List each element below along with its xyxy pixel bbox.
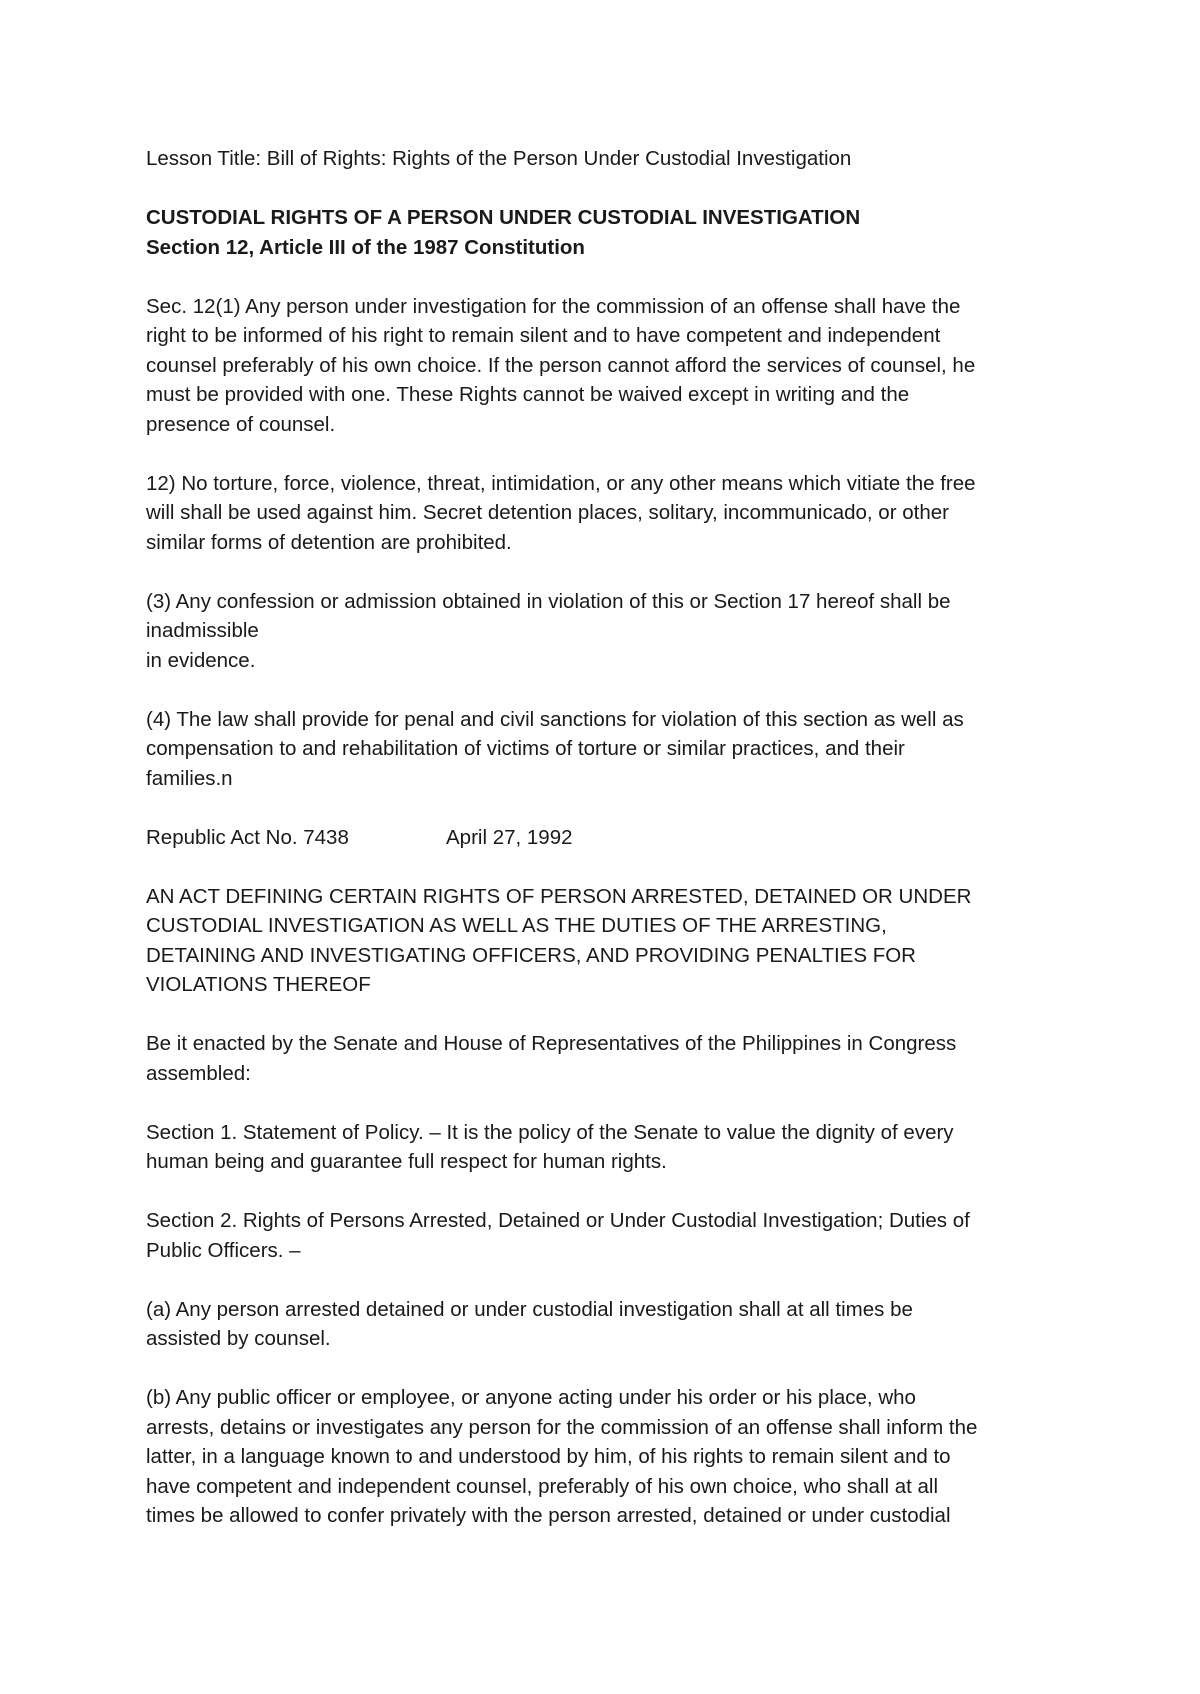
text-line: (3) Any confession or admission obtained in violation of this or Section 17 hereof shall be: [146, 589, 951, 613]
text-line: arrests, detains or investigates any person for the commission of an offense shall inform the: [146, 1415, 978, 1439]
text-line: in evidence.: [146, 648, 256, 672]
heading-subtitle: Section 12, Article III of the 1987 Constitution: [146, 235, 585, 259]
text-line: counsel preferably of his own choice. If the person cannot afford the services of counsel, he: [146, 353, 976, 377]
section-1-paragraph: [146, 1118, 1066, 1177]
republic-act-line: [146, 823, 1066, 853]
lesson-title: Lesson Title: Bill of Rights: Rights of the Person Under Custodial Investigation: [146, 147, 852, 170]
text-line: assembled:: [146, 1061, 251, 1085]
section-2-heading: [146, 1206, 1066, 1265]
text-line: similar forms of detention are prohibited.: [146, 530, 512, 554]
republic-act-date: April 27, 1992: [446, 825, 573, 849]
section-2-item-b: [146, 1383, 1066, 1531]
text-line: Be it enacted by the Senate and House of Representatives of the Philippines in Congress: [146, 1032, 957, 1055]
text-line: DETAINING AND INVESTIGATING OFFICERS, AND PROVIDING PENALTIES FOR: [146, 943, 916, 967]
text-line: human being and guarantee full respect for human rights.: [146, 1150, 667, 1173]
republic-act-number: Republic Act No. 7438: [146, 825, 349, 849]
sec12-paragraph-2: [146, 469, 1066, 558]
section-2-item-a: [146, 1295, 1066, 1354]
text-line: Section 2. Rights of Persons Arrested, Detained or Under Custodial Investigation; Duties of: [146, 1209, 970, 1232]
text-line: latter, in a language known to and understood by him, of his rights to remain silent and to: [146, 1445, 951, 1468]
sec12-paragraph-1: [146, 292, 1066, 440]
enacting-clause: [146, 1029, 1066, 1088]
text-line: 12) No torture, force, violence, threat, intimidation, or any other means which vitiate the free: [146, 471, 976, 495]
text-line: VIOLATIONS THEREOF: [146, 973, 371, 996]
text-line: families.n: [146, 766, 233, 790]
text-line: times be allowed to confer privately with the person arrested, detained or under custodial: [146, 1504, 951, 1527]
text-line: must be provided with one. These Rights cannot be waived except in writing and the: [146, 383, 910, 406]
text-line: inadmissible: [146, 619, 259, 642]
sec12-paragraph-3: [146, 587, 1066, 676]
document-body: [146, 144, 1066, 1531]
sec12-paragraph-4: [146, 705, 1066, 794]
text-line: (a) Any person arrested detained or under custodial investigation shall at all times be: [146, 1297, 913, 1321]
text-line: right to be informed of his right to remain silent and to have competent and independent: [146, 324, 941, 347]
text-line: assisted by counsel.: [146, 1327, 331, 1350]
text-line: AN ACT DEFINING CERTAIN RIGHTS OF PERSON ARRESTED, DETAINED OR UNDER: [146, 884, 972, 908]
text-line: (b) Any public officer or employee, or anyone acting under his order or his place, who: [146, 1386, 916, 1409]
text-line: Public Officers. –: [146, 1238, 301, 1262]
text-line: have competent and independent counsel, preferably of his own choice, who shall at all: [146, 1474, 939, 1498]
heading-title: CUSTODIAL RIGHTS OF A PERSON UNDER CUSTODIAL INVESTIGATION: [146, 206, 861, 229]
text-line: Sec. 12(1) Any person under investigation for the commission of an offense shall have the: [146, 294, 961, 318]
text-line: Section 1. Statement of Policy. – It is the policy of the Senate to value the dignity of every: [146, 1120, 954, 1144]
text-line: CUSTODIAL INVESTIGATION AS WELL AS THE DUTIES OF THE ARRESTING,: [146, 914, 887, 937]
section-heading: [146, 203, 1066, 262]
text-line: presence of counsel.: [146, 412, 336, 436]
text-line: (4) The law shall provide for penal and civil sanctions for violation of this section as well as: [146, 707, 964, 731]
text-line: compensation to and rehabilitation of victims of torture or similar practices, and their: [146, 737, 905, 760]
text-line: will shall be used against him. Secret detention places, solitary, incommunicado, or other: [146, 501, 949, 524]
act-title: [146, 882, 1066, 1000]
